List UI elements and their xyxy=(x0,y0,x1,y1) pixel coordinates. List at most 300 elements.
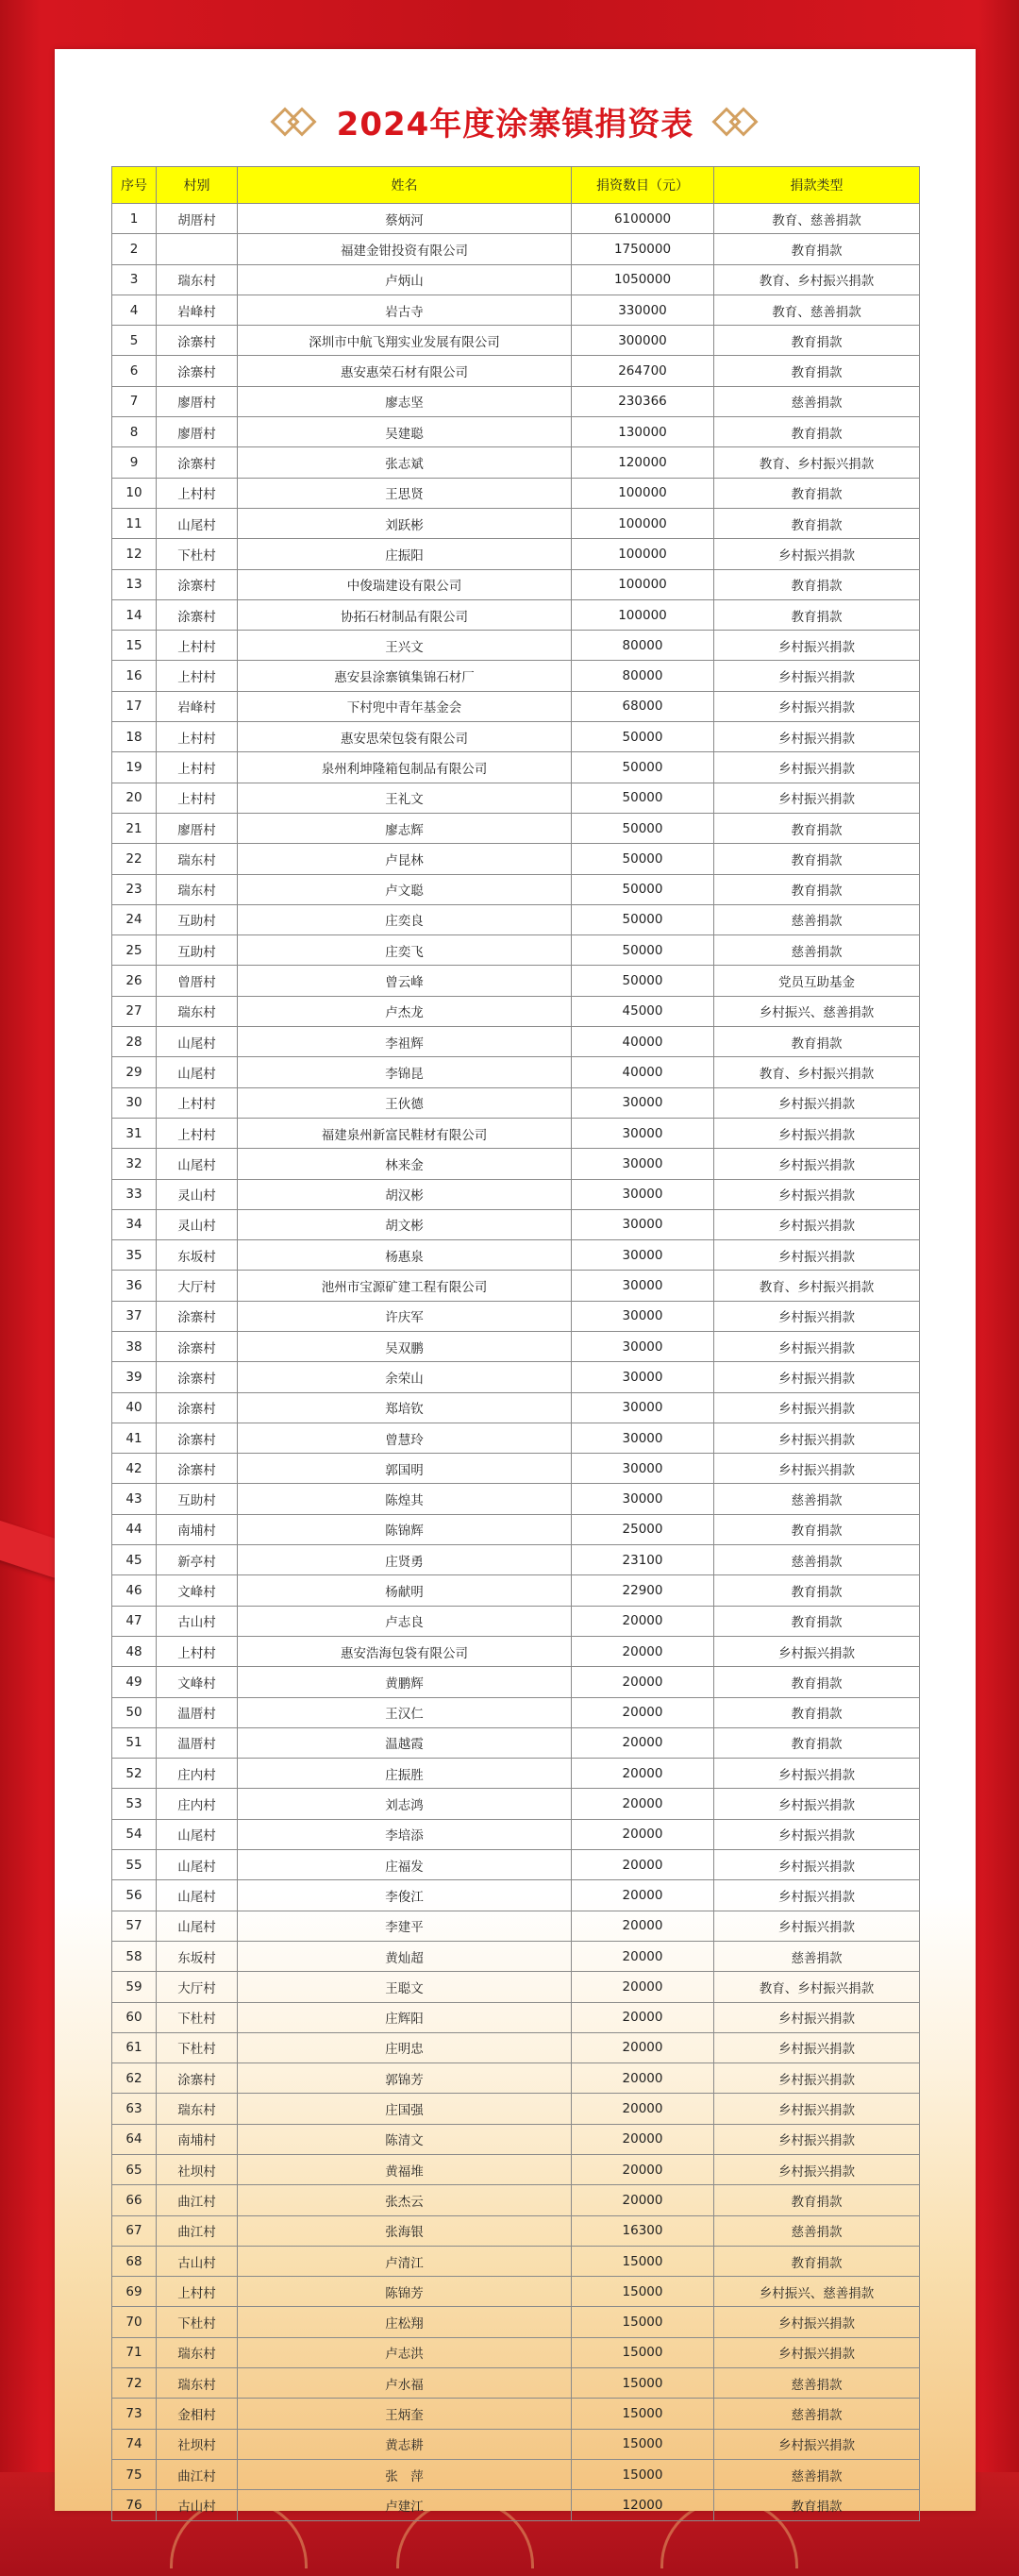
cell-name: 吴双鹏 xyxy=(238,1331,572,1361)
cell-village: 文峰村 xyxy=(157,1667,238,1697)
table-row xyxy=(112,1697,920,1727)
cell-name: 福建金钳投资有限公司 xyxy=(238,234,572,264)
cell-type: 教育、慈善捐款 xyxy=(714,204,920,234)
cell-index: 41 xyxy=(112,1423,157,1453)
cell-type: 乡村振兴捐款 xyxy=(714,2307,920,2337)
cell-village: 山尾村 xyxy=(157,508,238,538)
cell-name: 池州市宝源矿建工程有限公司 xyxy=(238,1271,572,1301)
cell-village: 涂寨村 xyxy=(157,569,238,599)
cell-amount: 20000 xyxy=(572,2032,714,2062)
cell-type: 教育、乡村振兴捐款 xyxy=(714,1057,920,1087)
cell-village: 社坝村 xyxy=(157,2155,238,2185)
cell-village: 瑞东村 xyxy=(157,2094,238,2124)
cell-amount: 20000 xyxy=(572,1972,714,2002)
cell-amount: 20000 xyxy=(572,1697,714,1727)
cell-type: 乡村振兴捐款 xyxy=(714,2337,920,2367)
cell-type: 教育、乡村振兴捐款 xyxy=(714,264,920,295)
cell-village: 温厝村 xyxy=(157,1727,238,1758)
cell-name: 刘跃彬 xyxy=(238,508,572,538)
cell-amount: 30000 xyxy=(572,1301,714,1331)
cell-name: 许庆军 xyxy=(238,1301,572,1331)
cell-index: 70 xyxy=(112,2307,157,2337)
cell-amount: 30000 xyxy=(572,1484,714,1514)
cell-name: 李俊江 xyxy=(238,1880,572,1911)
cell-amount: 6100000 xyxy=(572,204,714,234)
cell-name: 张杰云 xyxy=(238,2185,572,2215)
cell-type: 教育捐款 xyxy=(714,599,920,630)
cell-village: 廖厝村 xyxy=(157,813,238,843)
table-row xyxy=(112,752,920,783)
cell-name: 中俊瑞建设有限公司 xyxy=(238,569,572,599)
cell-name: 庄松翔 xyxy=(238,2307,572,2337)
table-row xyxy=(112,1301,920,1331)
table-row xyxy=(112,844,920,874)
cell-name: 陈锦辉 xyxy=(238,1514,572,1544)
table-row xyxy=(112,356,920,386)
cell-village: 上村村 xyxy=(157,631,238,661)
cell-amount: 100000 xyxy=(572,508,714,538)
cell-village: 上村村 xyxy=(157,1636,238,1666)
cell-index: 15 xyxy=(112,631,157,661)
cell-amount: 1750000 xyxy=(572,234,714,264)
cell-index: 22 xyxy=(112,844,157,874)
cell-name: 吴建聪 xyxy=(238,417,572,447)
cell-type: 教育捐款 xyxy=(714,1727,920,1758)
cell-amount: 20000 xyxy=(572,1911,714,1941)
cell-index: 49 xyxy=(112,1667,157,1697)
cell-index: 74 xyxy=(112,2429,157,2459)
table-row xyxy=(112,326,920,356)
cell-village: 曾厝村 xyxy=(157,966,238,996)
cell-amount: 120000 xyxy=(572,447,714,478)
cell-index: 10 xyxy=(112,478,157,508)
cell-amount: 68000 xyxy=(572,691,714,721)
cell-name: 卢文聪 xyxy=(238,874,572,904)
header-type: 捐款类型 xyxy=(714,167,920,204)
table-row xyxy=(112,1118,920,1148)
cell-type: 慈善捐款 xyxy=(714,935,920,966)
table-row xyxy=(112,508,920,538)
cell-village: 上村村 xyxy=(157,478,238,508)
cell-index: 68 xyxy=(112,2246,157,2276)
cell-index: 11 xyxy=(112,508,157,538)
cell-type: 教育捐款 xyxy=(714,1697,920,1727)
cell-index: 64 xyxy=(112,2124,157,2154)
cell-village: 瑞东村 xyxy=(157,2368,238,2399)
cell-amount: 40000 xyxy=(572,1057,714,1087)
cell-name: 惠安思荣包袋有限公司 xyxy=(238,722,572,752)
cell-index: 12 xyxy=(112,539,157,569)
cell-village: 下杜村 xyxy=(157,2002,238,2032)
cell-type: 教育捐款 xyxy=(714,326,920,356)
cell-name: 张 萍 xyxy=(238,2459,572,2489)
table-row xyxy=(112,1271,920,1301)
cell-name: 卢水福 xyxy=(238,2368,572,2399)
cell-name: 胡汉彬 xyxy=(238,1179,572,1209)
cell-index: 47 xyxy=(112,1606,157,1636)
cell-name: 卢清江 xyxy=(238,2246,572,2276)
cell-type: 乡村振兴捐款 xyxy=(714,1636,920,1666)
cell-type: 乡村振兴捐款 xyxy=(714,1789,920,1819)
cell-name: 张海银 xyxy=(238,2215,572,2246)
cell-village: 涂寨村 xyxy=(157,599,238,630)
cell-type: 乡村振兴捐款 xyxy=(714,1087,920,1118)
cell-village: 瑞东村 xyxy=(157,2337,238,2367)
cell-amount: 20000 xyxy=(572,2094,714,2124)
table-row xyxy=(112,1423,920,1453)
cell-village xyxy=(157,234,238,264)
cell-type: 乡村振兴捐款 xyxy=(714,1850,920,1880)
cell-amount: 30000 xyxy=(572,1209,714,1239)
cell-village: 岩峰村 xyxy=(157,691,238,721)
cell-amount: 50000 xyxy=(572,874,714,904)
cell-village: 涂寨村 xyxy=(157,326,238,356)
table-row xyxy=(112,1941,920,1971)
cell-amount: 50000 xyxy=(572,844,714,874)
cell-type: 教育捐款 xyxy=(714,1575,920,1606)
cell-village: 南埔村 xyxy=(157,2124,238,2154)
cell-amount: 25000 xyxy=(572,1514,714,1544)
cell-village: 文峰村 xyxy=(157,1575,238,1606)
cell-name: 协拓石材制品有限公司 xyxy=(238,599,572,630)
table-row xyxy=(112,2215,920,2246)
cell-index: 26 xyxy=(112,966,157,996)
table-row xyxy=(112,1972,920,2002)
cell-name: 庄奕良 xyxy=(238,904,572,934)
cell-type: 教育、慈善捐款 xyxy=(714,295,920,325)
cell-name: 庄明忠 xyxy=(238,2032,572,2062)
cell-index: 5 xyxy=(112,326,157,356)
cell-name: 刘志鸿 xyxy=(238,1789,572,1819)
table-row xyxy=(112,966,920,996)
cell-type: 教育捐款 xyxy=(714,844,920,874)
table-row xyxy=(112,204,920,234)
cell-type: 教育捐款 xyxy=(714,478,920,508)
cell-amount: 50000 xyxy=(572,935,714,966)
table-row xyxy=(112,722,920,752)
cell-name: 李建平 xyxy=(238,1911,572,1941)
cell-amount: 30000 xyxy=(572,1179,714,1209)
table-row xyxy=(112,1575,920,1606)
cell-type: 教育捐款 xyxy=(714,2490,920,2520)
cell-village: 瑞东村 xyxy=(157,996,238,1026)
cell-name: 陈清文 xyxy=(238,2124,572,2154)
cell-village: 古山村 xyxy=(157,2246,238,2276)
cell-amount: 15000 xyxy=(572,2246,714,2276)
cell-name: 庄奕飞 xyxy=(238,935,572,966)
cell-index: 66 xyxy=(112,2185,157,2215)
page-title: 2024年度涂寨镇捐资表 xyxy=(336,105,694,143)
cell-type: 慈善捐款 xyxy=(714,2368,920,2399)
cell-type: 教育、乡村振兴捐款 xyxy=(714,1972,920,2002)
cell-village: 上村村 xyxy=(157,752,238,783)
header-index: 序号 xyxy=(112,167,157,204)
cell-index: 56 xyxy=(112,1880,157,1911)
table-row xyxy=(112,1880,920,1911)
cell-index: 33 xyxy=(112,1179,157,1209)
cell-amount: 30000 xyxy=(572,1331,714,1361)
cell-name: 卢志良 xyxy=(238,1606,572,1636)
table-row xyxy=(112,295,920,325)
cell-index: 62 xyxy=(112,2063,157,2094)
cell-village: 上村村 xyxy=(157,2277,238,2307)
cell-amount: 15000 xyxy=(572,2368,714,2399)
table-row xyxy=(112,386,920,416)
cell-name: 卢建江 xyxy=(238,2490,572,2520)
cell-type: 教育、乡村振兴捐款 xyxy=(714,447,920,478)
cell-village: 庄内村 xyxy=(157,1789,238,1819)
cell-type: 乡村振兴捐款 xyxy=(714,2063,920,2094)
cell-amount: 50000 xyxy=(572,813,714,843)
cell-type: 乡村振兴捐款 xyxy=(714,2155,920,2185)
cell-type: 慈善捐款 xyxy=(714,2399,920,2429)
cell-amount: 30000 xyxy=(572,1454,714,1484)
donation-table xyxy=(111,166,920,2521)
cell-name: 廖志辉 xyxy=(238,813,572,843)
cell-index: 46 xyxy=(112,1575,157,1606)
cell-name: 杨献明 xyxy=(238,1575,572,1606)
cell-type: 乡村振兴捐款 xyxy=(714,691,920,721)
cell-name: 岩古寺 xyxy=(238,295,572,325)
table-row xyxy=(112,904,920,934)
cell-amount: 20000 xyxy=(572,1880,714,1911)
cell-village: 曲江村 xyxy=(157,2215,238,2246)
cell-index: 27 xyxy=(112,996,157,1026)
table-row xyxy=(112,599,920,630)
cell-index: 50 xyxy=(112,1697,157,1727)
diamond-ornament-left-icon xyxy=(273,107,316,135)
table-row xyxy=(112,1149,920,1179)
cell-index: 75 xyxy=(112,2459,157,2489)
cell-amount: 12000 xyxy=(572,2490,714,2520)
cell-village: 上村村 xyxy=(157,661,238,691)
cell-village: 下杜村 xyxy=(157,2307,238,2337)
cell-name: 温越霞 xyxy=(238,1727,572,1758)
cell-name: 陈煌其 xyxy=(238,1484,572,1514)
cell-amount: 300000 xyxy=(572,326,714,356)
cell-index: 17 xyxy=(112,691,157,721)
cell-index: 53 xyxy=(112,1789,157,1819)
table-row xyxy=(112,2002,920,2032)
cell-amount: 20000 xyxy=(572,1850,714,1880)
cell-village: 南埔村 xyxy=(157,1514,238,1544)
cell-index: 32 xyxy=(112,1149,157,1179)
cell-village: 东坂村 xyxy=(157,1240,238,1271)
cell-index: 20 xyxy=(112,783,157,813)
cell-index: 51 xyxy=(112,1727,157,1758)
cell-village: 涂寨村 xyxy=(157,1362,238,1392)
cell-type: 乡村振兴捐款 xyxy=(714,1209,920,1239)
cell-type: 乡村振兴捐款 xyxy=(714,1911,920,1941)
cell-type: 教育、乡村振兴捐款 xyxy=(714,1271,920,1301)
cell-name: 惠安县涂寨镇集锦石材厂 xyxy=(238,661,572,691)
cell-amount: 50000 xyxy=(572,722,714,752)
cell-village: 温厝村 xyxy=(157,1697,238,1727)
cell-name: 黄鹏辉 xyxy=(238,1667,572,1697)
cell-amount: 230366 xyxy=(572,386,714,416)
cell-type: 乡村振兴捐款 xyxy=(714,1759,920,1789)
cell-index: 67 xyxy=(112,2215,157,2246)
cell-amount: 30000 xyxy=(572,1362,714,1392)
cell-name: 王汉仁 xyxy=(238,1697,572,1727)
cell-name: 王炳奎 xyxy=(238,2399,572,2429)
cell-type: 慈善捐款 xyxy=(714,2215,920,2246)
cell-village: 涂寨村 xyxy=(157,1392,238,1423)
cell-name: 黄福堆 xyxy=(238,2155,572,2185)
cell-index: 35 xyxy=(112,1240,157,1271)
cell-amount: 50000 xyxy=(572,966,714,996)
table-row xyxy=(112,2094,920,2124)
cell-amount: 15000 xyxy=(572,2459,714,2489)
cell-village: 大厅村 xyxy=(157,1271,238,1301)
cell-index: 13 xyxy=(112,569,157,599)
cell-amount: 30000 xyxy=(572,1423,714,1453)
cell-type: 教育捐款 xyxy=(714,1606,920,1636)
title-row xyxy=(55,94,976,147)
cell-amount: 50000 xyxy=(572,752,714,783)
cell-amount: 16300 xyxy=(572,2215,714,2246)
cell-index: 45 xyxy=(112,1545,157,1575)
cell-name: 泉州利坤隆箱包制品有限公司 xyxy=(238,752,572,783)
cell-index: 14 xyxy=(112,599,157,630)
cell-village: 东坂村 xyxy=(157,1941,238,1971)
cell-village: 古山村 xyxy=(157,2490,238,2520)
table-header-row xyxy=(112,167,920,204)
cell-village: 曲江村 xyxy=(157,2185,238,2215)
cell-type: 乡村振兴捐款 xyxy=(714,752,920,783)
cell-type: 乡村振兴捐款 xyxy=(714,2429,920,2459)
cell-village: 涂寨村 xyxy=(157,1331,238,1361)
header-village: 村别 xyxy=(157,167,238,204)
cell-name: 郭锦芳 xyxy=(238,2063,572,2094)
cell-index: 71 xyxy=(112,2337,157,2367)
cell-amount: 23100 xyxy=(572,1545,714,1575)
table-row xyxy=(112,2277,920,2307)
cell-name: 杨惠泉 xyxy=(238,1240,572,1271)
cell-name: 郑培钦 xyxy=(238,1392,572,1423)
cell-type: 乡村振兴捐款 xyxy=(714,1240,920,1271)
cell-amount: 130000 xyxy=(572,417,714,447)
cell-index: 2 xyxy=(112,234,157,264)
table-row xyxy=(112,691,920,721)
cell-village: 胡厝村 xyxy=(157,204,238,234)
cell-name: 王思贤 xyxy=(238,478,572,508)
cell-village: 山尾村 xyxy=(157,1149,238,1179)
cell-index: 28 xyxy=(112,1027,157,1057)
cell-amount: 50000 xyxy=(572,904,714,934)
table-row xyxy=(112,569,920,599)
cell-type: 乡村振兴捐款 xyxy=(714,1880,920,1911)
table-row xyxy=(112,447,920,478)
cell-type: 乡村振兴捐款 xyxy=(714,2032,920,2062)
cell-village: 下杜村 xyxy=(157,2032,238,2062)
cell-village: 廖厝村 xyxy=(157,417,238,447)
header-amount: 捐资数目（元） xyxy=(572,167,714,204)
cell-village: 庄内村 xyxy=(157,1759,238,1789)
cell-amount: 30000 xyxy=(572,1118,714,1148)
cell-index: 59 xyxy=(112,1972,157,2002)
cell-index: 16 xyxy=(112,661,157,691)
cell-village: 涂寨村 xyxy=(157,2063,238,2094)
cell-type: 乡村振兴捐款 xyxy=(714,1819,920,1849)
cell-type: 乡村振兴捐款 xyxy=(714,2094,920,2124)
cell-village: 下杜村 xyxy=(157,539,238,569)
table-row xyxy=(112,1727,920,1758)
cell-village: 山尾村 xyxy=(157,1819,238,1849)
cell-name: 郭国明 xyxy=(238,1454,572,1484)
cell-index: 3 xyxy=(112,264,157,295)
cell-name: 惠安惠荣石材有限公司 xyxy=(238,356,572,386)
table-row xyxy=(112,661,920,691)
cell-name: 王礼文 xyxy=(238,783,572,813)
table-row xyxy=(112,1027,920,1057)
cell-index: 40 xyxy=(112,1392,157,1423)
table-row xyxy=(112,1484,920,1514)
cell-amount: 20000 xyxy=(572,1819,714,1849)
cell-type: 乡村振兴捐款 xyxy=(714,631,920,661)
cell-village: 曲江村 xyxy=(157,2459,238,2489)
table-row xyxy=(112,1392,920,1423)
cell-index: 7 xyxy=(112,386,157,416)
cell-index: 73 xyxy=(112,2399,157,2429)
cell-amount: 22900 xyxy=(572,1575,714,1606)
cell-amount: 50000 xyxy=(572,783,714,813)
cell-village: 互助村 xyxy=(157,904,238,934)
cell-index: 39 xyxy=(112,1362,157,1392)
cell-index: 52 xyxy=(112,1759,157,1789)
cell-name: 庄振阳 xyxy=(238,539,572,569)
cell-index: 43 xyxy=(112,1484,157,1514)
table-row xyxy=(112,1759,920,1789)
table-row xyxy=(112,1606,920,1636)
cell-index: 42 xyxy=(112,1454,157,1484)
table-row xyxy=(112,1789,920,1819)
table-row xyxy=(112,1240,920,1271)
cell-village: 山尾村 xyxy=(157,1027,238,1057)
table-row xyxy=(112,2032,920,2062)
cell-amount: 20000 xyxy=(572,2124,714,2154)
cell-index: 38 xyxy=(112,1331,157,1361)
cell-amount: 15000 xyxy=(572,2277,714,2307)
cell-amount: 30000 xyxy=(572,1271,714,1301)
cell-name: 李祖辉 xyxy=(238,1027,572,1057)
cell-index: 61 xyxy=(112,2032,157,2062)
cell-name: 庄辉阳 xyxy=(238,2002,572,2032)
cell-amount: 40000 xyxy=(572,1027,714,1057)
cell-type: 乡村振兴捐款 xyxy=(714,1423,920,1453)
cell-type: 教育捐款 xyxy=(714,234,920,264)
table-row xyxy=(112,813,920,843)
table-row xyxy=(112,1850,920,1880)
cell-amount: 330000 xyxy=(572,295,714,325)
cell-index: 55 xyxy=(112,1850,157,1880)
cell-amount: 20000 xyxy=(572,2063,714,2094)
cell-village: 涂寨村 xyxy=(157,1423,238,1453)
cell-name: 庄贤勇 xyxy=(238,1545,572,1575)
cell-index: 76 xyxy=(112,2490,157,2520)
cell-index: 19 xyxy=(112,752,157,783)
cell-amount: 20000 xyxy=(572,2002,714,2032)
cell-name: 卢志洪 xyxy=(238,2337,572,2367)
cell-village: 山尾村 xyxy=(157,1057,238,1087)
cell-village: 涂寨村 xyxy=(157,1301,238,1331)
cell-type: 慈善捐款 xyxy=(714,1941,920,1971)
cell-amount: 30000 xyxy=(572,1240,714,1271)
cell-village: 瑞东村 xyxy=(157,874,238,904)
cell-index: 29 xyxy=(112,1057,157,1087)
cell-index: 18 xyxy=(112,722,157,752)
cell-village: 岩峰村 xyxy=(157,295,238,325)
